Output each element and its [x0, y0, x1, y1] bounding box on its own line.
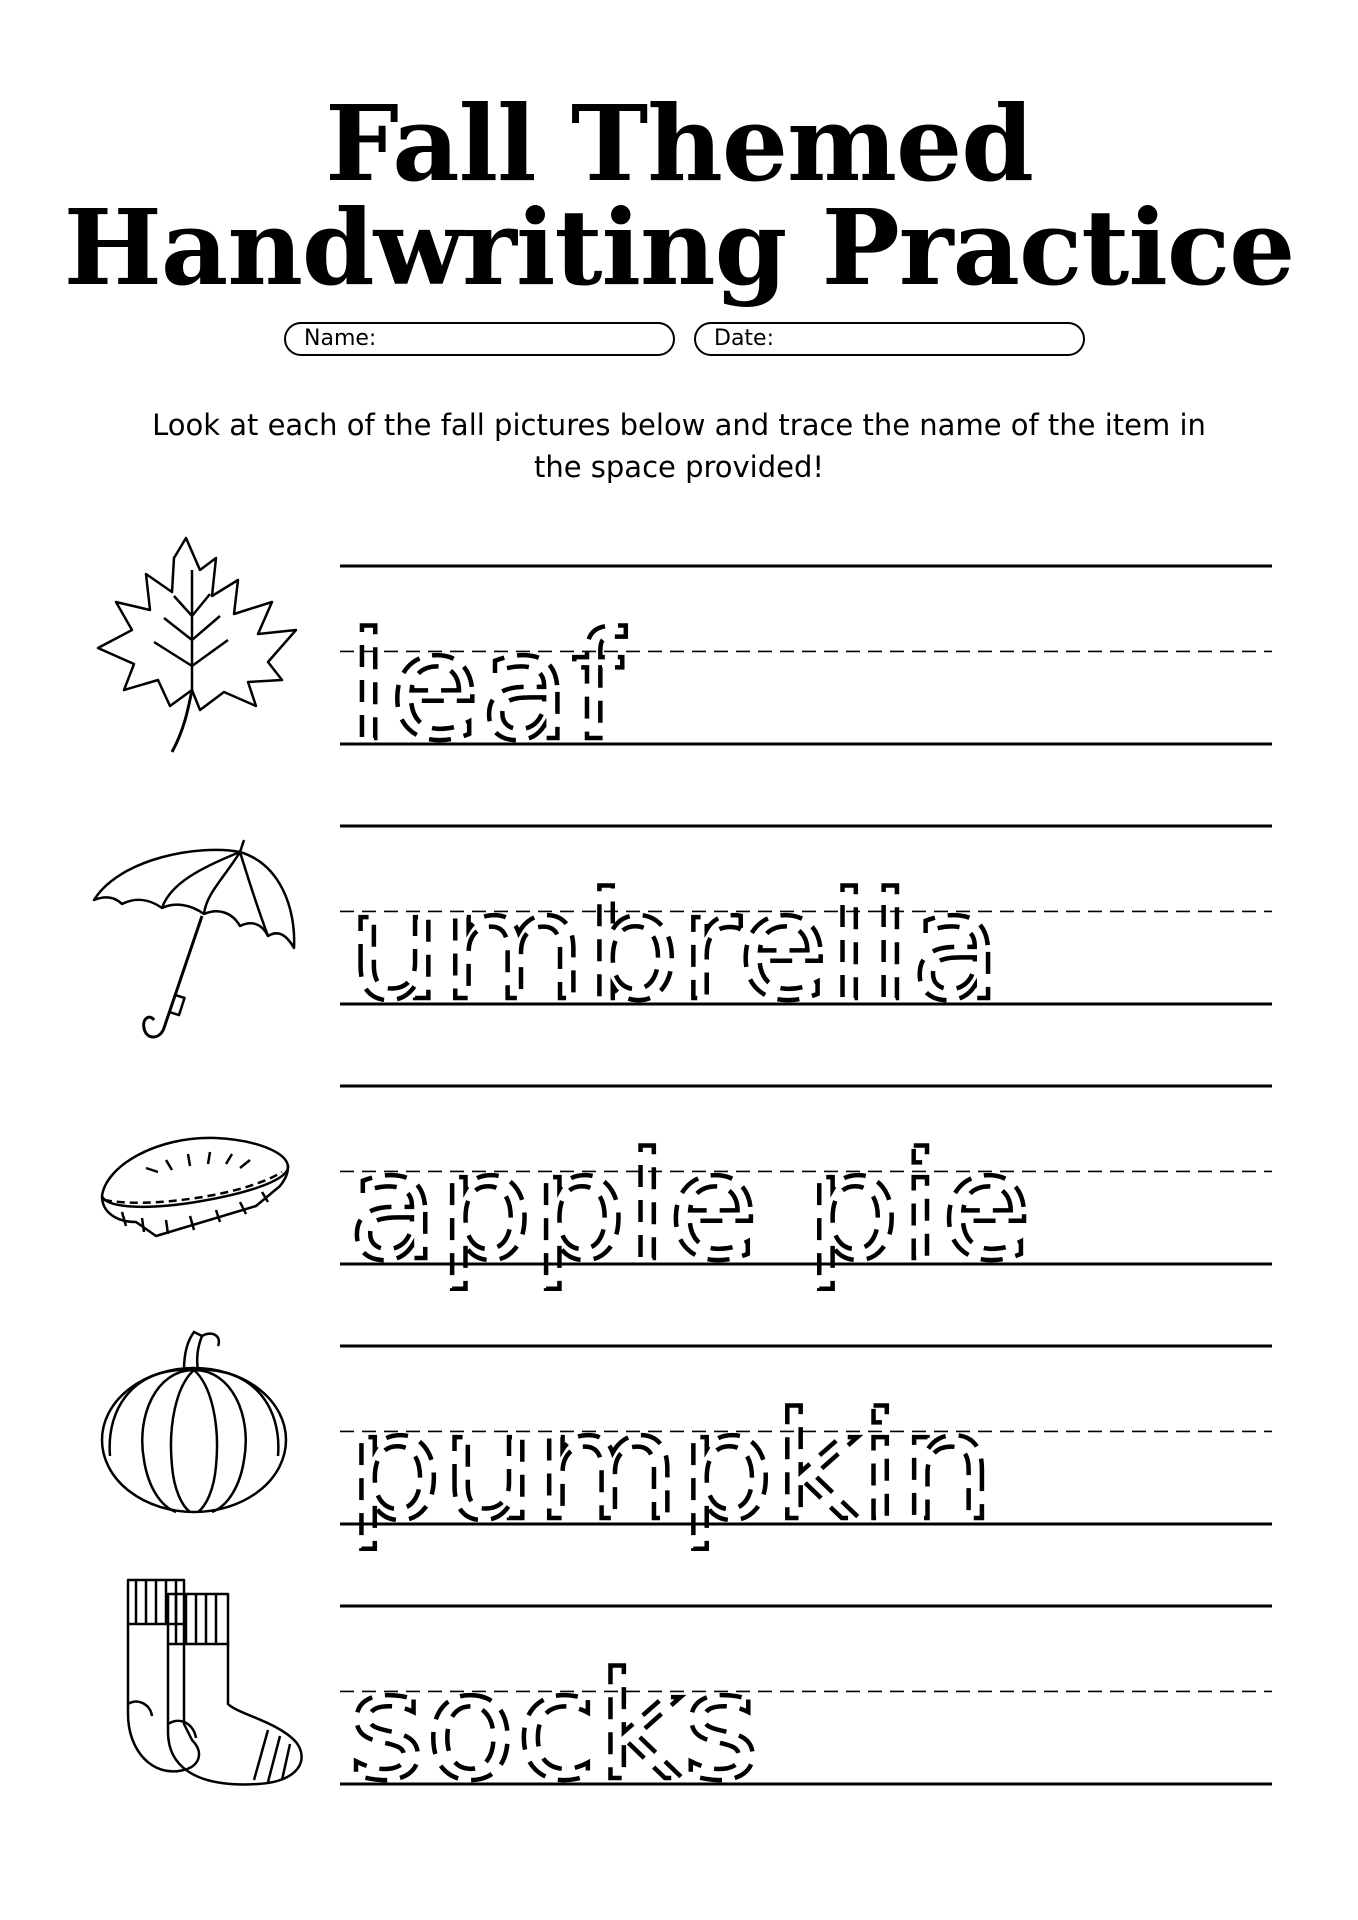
practice-row[interactable]: [340, 1086, 1272, 1293]
trace-word: apple pie: [348, 1121, 1032, 1293]
date-label: Date:: [714, 326, 774, 351]
practice-row[interactable]: [340, 1606, 1272, 1813]
practice-row[interactable]: [340, 1346, 1272, 1553]
practice-row[interactable]: [340, 566, 1272, 773]
trace-word: leaf: [348, 601, 623, 773]
trace-word: umbrella: [348, 861, 1002, 1033]
trace-word: pumpkin: [348, 1381, 995, 1553]
title-line-2: Handwriting Practice: [63, 186, 1295, 309]
practice-row[interactable]: [340, 826, 1272, 1033]
title-line-1: Fall Themed: [325, 82, 1033, 205]
name-label: Name:: [304, 326, 377, 351]
trace-word: socks: [348, 1641, 760, 1813]
instructions: Look at each of the fall pictures below and trace the name of the item in the space provided!: [152, 408, 1206, 484]
